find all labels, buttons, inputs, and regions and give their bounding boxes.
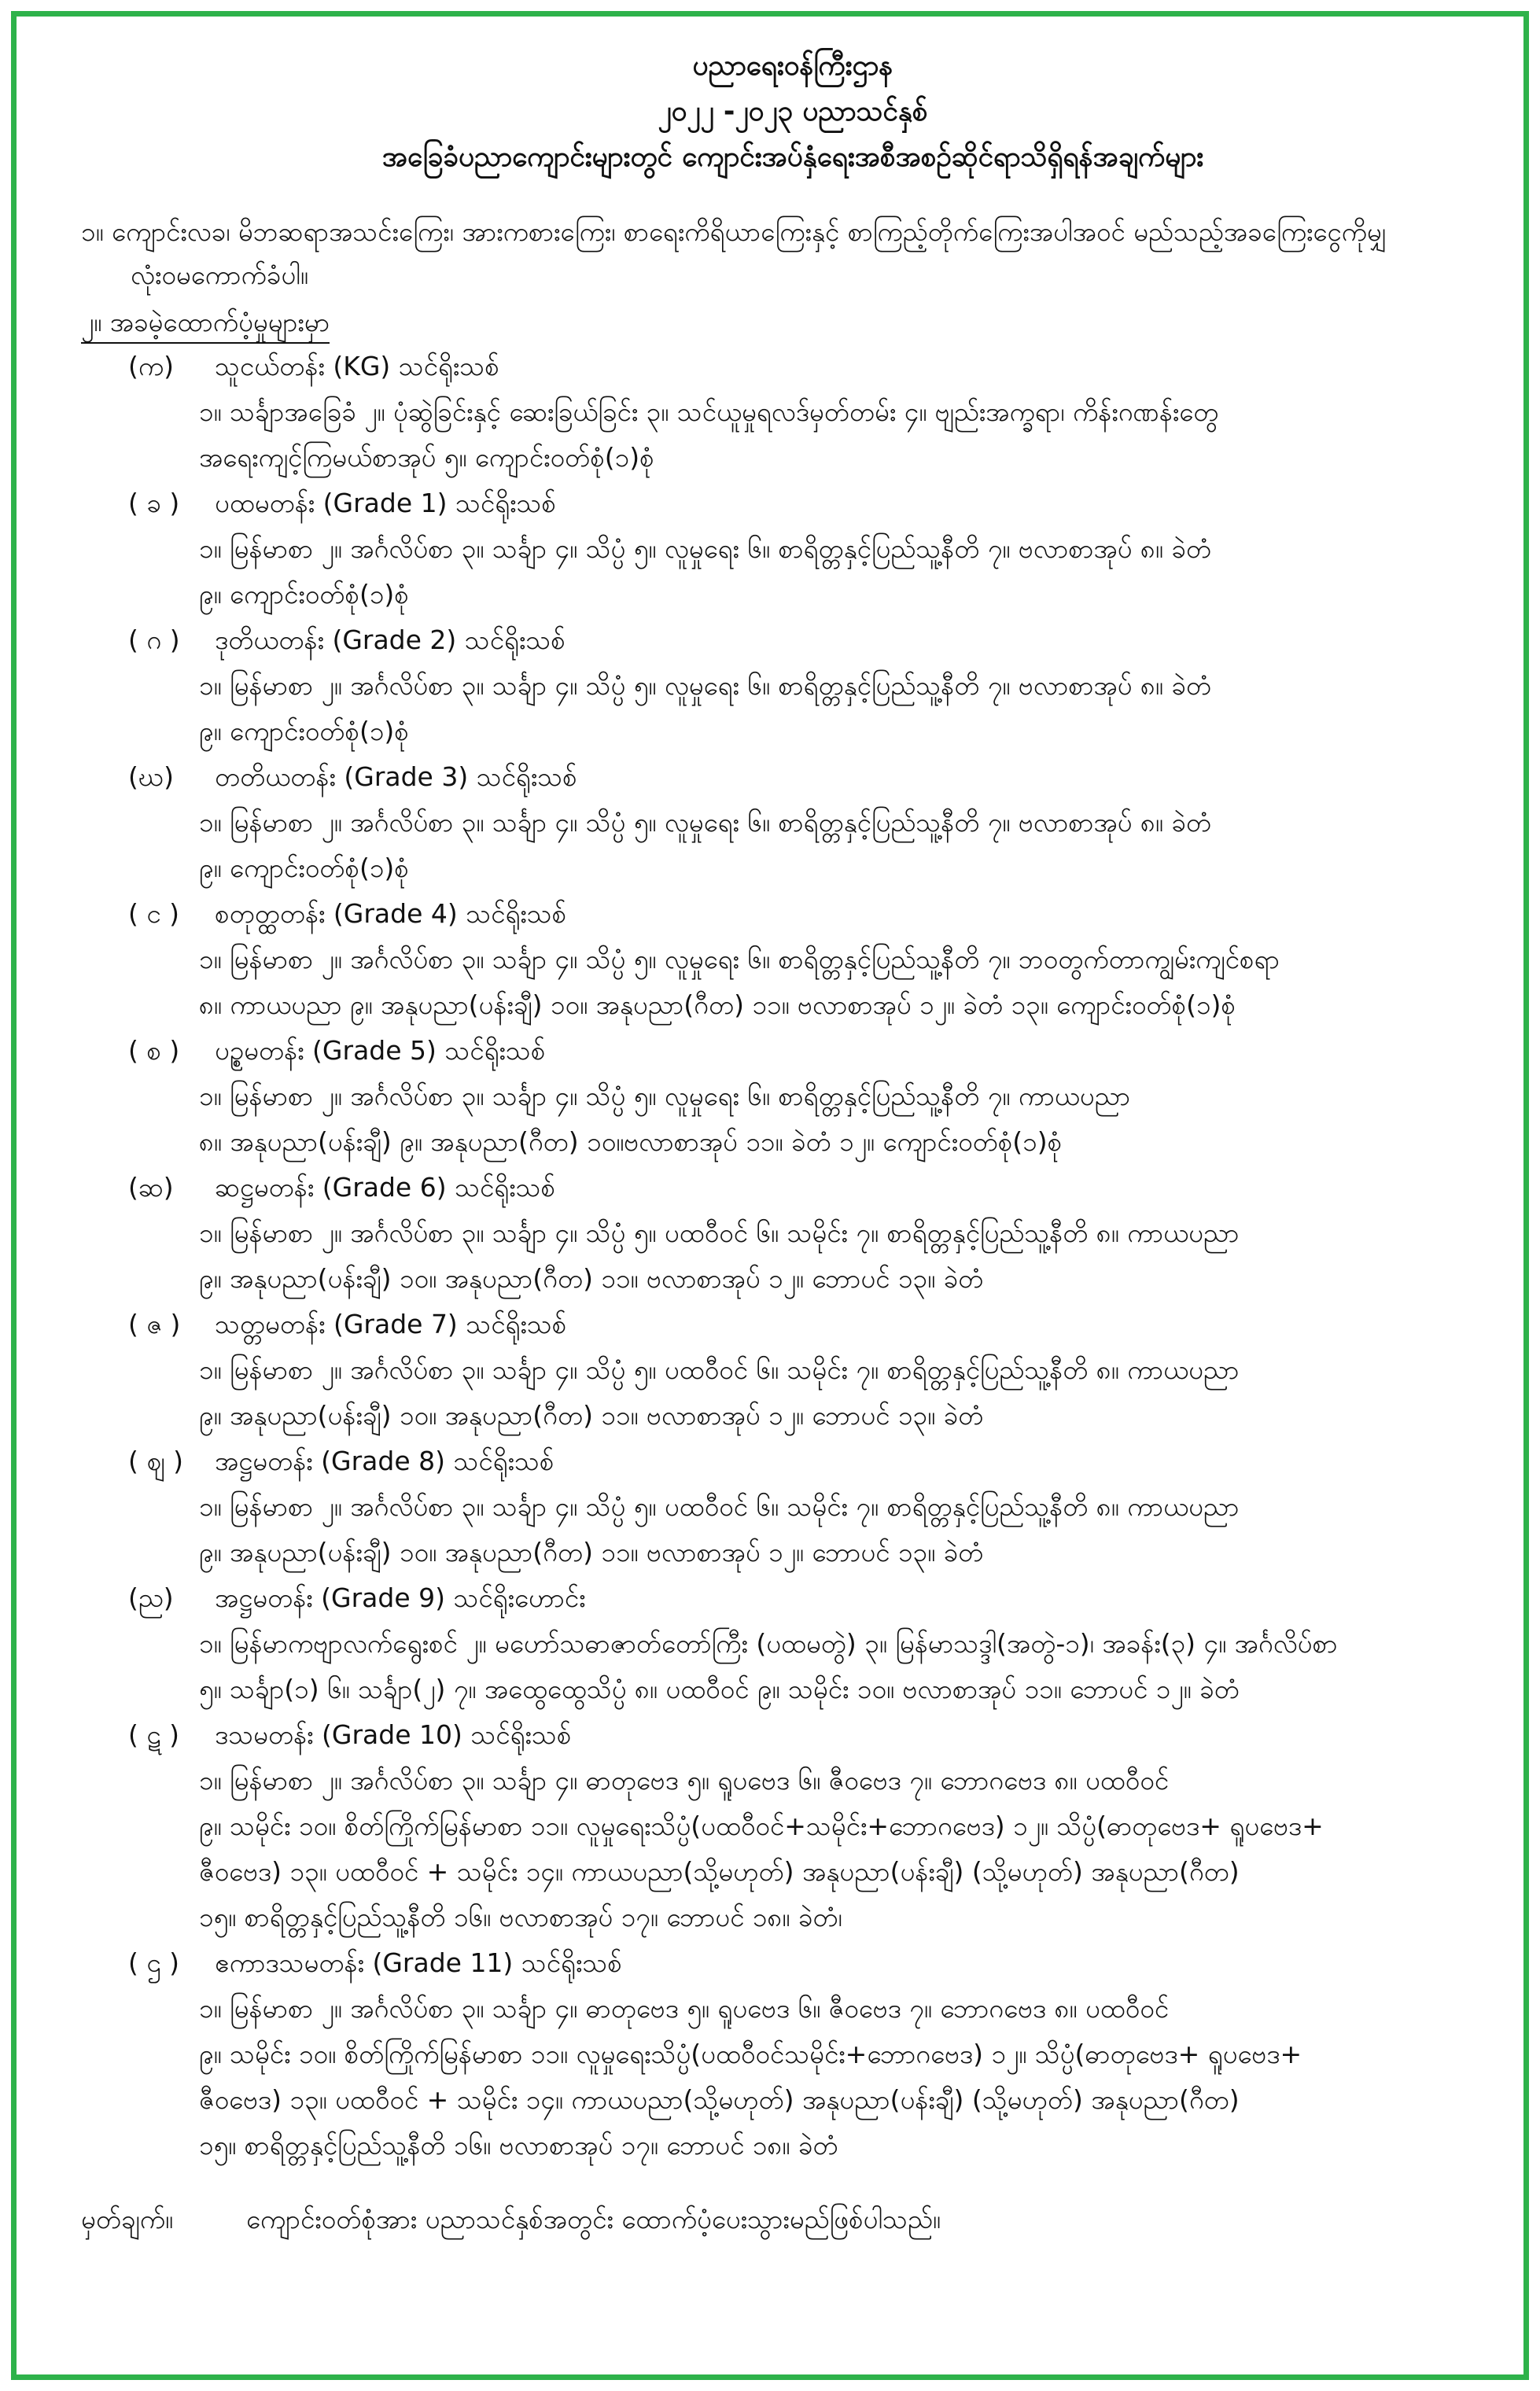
grade-heading	[81, 1165, 1505, 1210]
grade-item-line: ၁။ မြန်မာစာ ၂။ အင်္ဂလိပ်စာ ၃။ သင်္ချာ ၄။ ဓာတုဗေဒ ၅။ ရူပဗေဒ ၆။ ဇီဝဗေဒ ၇။ ဘောဂဗေဒ ၈။ ပထဝီဝင်	[199, 1993, 1170, 2024]
grade-item-line: ၁။ သင်္ချာအခြေခံ ၂။ ပုံဆွဲခြင်းနှင့် ဆေးခြယ်ခြင်း ၃။ သင်ယူမှုရလဒ်မှတ်တမ်း ၄။ ဗျည်းအက္ခရာ၊ ကိန်းဂဏန်းတွေ	[199, 396, 1219, 427]
grade-item-line: ၁။ မြန်မာစာ ၂။ အင်္ဂလိပ်စာ ၃။ သင်္ချာ ၄။ ဓာတုဗေဒ ၅။ ရူပဗေဒ ၆။ ဇီဝဗေဒ ၇။ ဘောဂဗေဒ ၈။ ပထဝီဝင်	[199, 1765, 1170, 1796]
grade-item-line: ၉။ သမိုင်း ၁၀။ စိတ်ကြိုက်မြန်မာစာ ၁၁။ လူမှုရေးသိပ္ပံ(ပထဝီဝင်သမိုင်း+ဘောဂဗေဒ) ၁၂။ သိပ္ပံ(ဓာတုဗေဒ+ ရူပဗေဒ+	[199, 2039, 1302, 2069]
grade-item-line: ၁။ မြန်မာစာ ၂။ အင်္ဂလိပ်စာ ၃။ သင်္ချာ ၄။ သိပ္ပံ ၅။ လူမှုရေး ၆။ စာရိတ္တနှင့်ပြည်သူ့နီတိ ၇။ ကာယပညာ	[199, 1081, 1131, 1111]
grade-section	[81, 1575, 1505, 1712]
grade-item-line: ၁။ မြန်မာစာ ၂။ အင်္ဂလိပ်စာ ၃။ သင်္ချာ ၄။ သိပ္ပံ ၅။ ပထဝီဝင် ၆။ သမိုင်း ၇။ စာရိတ္တနှင့်ပြည်သူ့နီတိ ၈။ ကာယပညာ	[199, 1354, 1240, 1385]
grade-item-line: ၁။ မြန်မာစာ ၂။ အင်္ဂလိပ်စာ ၃။ သင်္ချာ ၄။ သိပ္ပံ ၅။ လူမှုရေး ၆။ စာရိတ္တနှင့်ပြည်သူ့နီတိ ၇။ ဗလာစာအုပ် ၈။ ခဲတံ	[199, 807, 1212, 838]
grade-item-line: ၉။ ကျောင်းဝတ်စုံ(၁)စုံ	[199, 716, 409, 746]
grade-label: (ည)	[128, 1582, 174, 1613]
grade-item-line: ၁။ မြန်မာကဗျာလက်ရွေးစင် ၂။ မဟော်သဓာဇာတ်တော်ကြီး (ပထမတွဲ) ၃။ မြန်မာသဒ္ဒါ(အတွဲ-၁)၊ အခန်း(၃) ၄။ အင်္ဂလိပ်စာ	[199, 1628, 1338, 1659]
grade-name: ဧကာဒသမတန်း (Grade 11) သင်ရိုးသစ်	[215, 1947, 622, 1978]
grade-name: တတိယတန်း (Grade 3) သင်ရိုးသစ်	[215, 761, 577, 792]
grade-item-line: ဇီဝဗေဒ) ၁၃။ ပထဝီဝင် + သမိုင်း ၁၄။ ကာယပညာ(သို့မဟုတ်) အနုပညာ(ပန်းချီ) (သို့မဟုတ်) အနုပညာ(ဂီတ)	[199, 1856, 1240, 1887]
document-frame	[11, 11, 1529, 2380]
grade-section	[81, 344, 1505, 481]
grade-label: (ဃ)	[128, 761, 174, 792]
grade-item-line: ၁။ မြန်မာစာ ၂။ အင်္ဂလိပ်စာ ၃။ သင်္ချာ ၄။ သိပ္ပံ ၅။ ပထဝီဝင် ၆။ သမိုင်း ၇။ စာရိတ္တနှင့်ပြည်သူ့နီတိ ၈။ ကာယပညာ	[199, 1218, 1240, 1248]
point-1-line-1: ၁။ ကျောင်းလခ၊ မိဘဆရာအသင်းကြေး၊ အားကစားကြေး၊ စာရေးကိရိယာကြေးနှင့် စာကြည့်တိုက်ကြေးအပါအဝင် မည်သည့်အခကြေးငွေကိုမျှ	[81, 216, 1387, 247]
grade-label: ( ဈ )	[128, 1446, 183, 1476]
grade-list	[81, 344, 1505, 2168]
grade-label: ( ခ )	[128, 488, 180, 518]
point-2-heading: ၂။ အခမဲ့ထောက်ပံ့မှုများမှာ	[81, 303, 330, 344]
grade-label: (ဆ)	[128, 1172, 174, 1203]
note-label: မှတ်ချက်။	[81, 2204, 174, 2234]
grade-heading	[81, 617, 1505, 663]
grade-heading	[81, 1028, 1505, 1074]
grade-heading	[81, 1940, 1505, 1986]
note-text: ကျောင်းဝတ်စုံအား ပညာသင်နှစ်အတွင်း ထောက်ပံ့ပေးသွားမည်ဖြစ်ပါသည်။	[246, 2204, 941, 2234]
grade-item-line: ၉။ အနုပညာ(ပန်းချီ) ၁၀။ အနုပညာ(ဂီတ) ၁၁။ ဗလာစာအုပ် ၁၂။ ဘောပင် ၁၃။ ခဲတံ	[199, 1263, 984, 1294]
grade-item-line: ၈။ အနုပညာ(ပန်းချီ) ၉။ အနုပညာ(ဂီတ) ၁၀။ဗလာစာအုပ် ၁၁။ ခဲတံ ၁၂။ ကျောင်းဝတ်စုံ(၁)စုံ	[199, 1126, 1063, 1157]
grade-heading	[81, 891, 1505, 937]
academic-year-title: ၂၀၂၂ -၂၀၂၃ ပညာသင်နှစ်	[658, 96, 928, 127]
grade-name: ဒသမတန်း (Grade 10) သင်ရိုးသစ်	[215, 1719, 572, 1750]
grade-name: အဋ္ဌမတန်း (Grade 8) သင်ရိုးသစ်	[215, 1446, 554, 1476]
grade-name: ဒုတိယတန်း (Grade 2) သင်ရိုးသစ်	[215, 624, 566, 655]
grade-label: ( စ )	[128, 1035, 180, 1066]
grade-name: သတ္တမတန်း (Grade 7) သင်ရိုးသစ်	[215, 1309, 567, 1339]
grade-item-line: ဇီဝဗေဒ) ၁၃။ ပထဝီဝင် + သမိုင်း ၁၄။ ကာယပညာ(သို့မဟုတ်) အနုပညာ(ပန်းချီ) (သို့မဟုတ်) အနုပညာ(ဂီတ)	[199, 2084, 1240, 2115]
grade-label: ( ဂ )	[128, 624, 180, 655]
point-1-line-2: လုံးဝမကောက်ခံပါ။	[131, 260, 308, 290]
grade-item-line: ၁။ မြန်မာစာ ၂။ အင်္ဂလိပ်စာ ၃။ သင်္ချာ ၄။ သိပ္ပံ ၅။ လူမှုရေး ၆။ စာရိတ္တနှင့်ပြည်သူ့နီတိ ၇။ ဗလာစာအုပ် ၈။ ခဲတံ	[199, 533, 1212, 564]
grade-heading	[81, 1712, 1505, 1758]
grade-item-line: အရေးကျင့်ကြမယ်စာအုပ် ၅။ ကျောင်းဝတ်စုံ(၁)စုံ	[199, 442, 654, 473]
grade-name: စတုတ္ထတန်း (Grade 4) သင်ရိုးသစ်	[215, 898, 567, 929]
grade-heading	[81, 754, 1505, 800]
grade-label: ( ဇ )	[128, 1309, 181, 1339]
ministry-title: ပညာရေးဝန်ကြီးဌာန	[692, 50, 893, 82]
grade-heading	[81, 1575, 1505, 1621]
grade-label: ( ဋ )	[128, 1719, 180, 1750]
grade-item-line: ၁။ မြန်မာစာ ၂။ အင်္ဂလိပ်စာ ၃။ သင်္ချာ ၄။ သိပ္ပံ ၅။ လူမှုရေး ၆။ စာရိတ္တနှင့်ပြည်သူ့နီတိ ၇။ ဘဝတွက်တာကျွမ်းကျင်စရာ	[199, 944, 1280, 974]
grade-item-line: ၅။ သင်္ချာ(၁) ၆။ သင်္ချာ(၂) ၇။ အထွေထွေသိပ္ပံ ၈။ ပထဝီဝင် ၉။ သမိုင်း ၁၀။ ဗလာစာအုပ် ၁၁။ ဘောပင် ၁၂။ ခဲတံ	[199, 1674, 1240, 1704]
grade-name: ဆဋ္ဌမတန်း (Grade 6) သင်ရိုးသစ်	[215, 1172, 556, 1203]
grade-item-line: ၉။ ကျောင်းဝတ်စုံ(၁)စုံ	[199, 579, 409, 610]
notice-title: အခြေခံပညာကျောင်းများတွင် ကျောင်းအပ်နှံရေးအစီအစဉ်ဆိုင်ရာသိရှိရန်အချက်များ	[381, 142, 1204, 173]
grade-heading	[81, 1302, 1505, 1347]
grade-label: ( ဌ )	[128, 1947, 180, 1978]
grade-section	[81, 1940, 1505, 2168]
grade-label: ( င )	[128, 898, 180, 929]
grade-name: သူငယ်တန်း (KG) သင်ရိုးသစ်	[215, 351, 499, 381]
grade-item-line: ၁။ မြန်မာစာ ၂။ အင်္ဂလိပ်စာ ၃။ သင်္ချာ ၄။ သိပ္ပံ ၅။ ပထဝီဝင် ၆။ သမိုင်း ၇။ စာရိတ္တနှင့်ပြည်သူ့နီတိ ၈။ ကာယပညာ	[199, 1491, 1240, 1522]
grade-item-line: ၉။ ကျောင်းဝတ်စုံ(၁)စုံ	[199, 853, 409, 883]
grade-section	[81, 1439, 1505, 1575]
grade-heading	[81, 481, 1505, 526]
grade-item-line: ၈။ ကာယပညာ ၉။ အနုပညာ(ပန်းချီ) ၁၀။ အနုပညာ(ဂီတ) ၁၁။ ဗလာစာအုပ် ၁၂။ ခဲတံ ၁၃။ ကျောင်းဝတ်စုံ(၁)စုံ	[199, 989, 1236, 1020]
grade-item-line: ၉။ သမိုင်း ၁၀။ စိတ်ကြိုက်မြန်မာစာ ၁၁။ လူမှုရေးသိပ္ပံ(ပထဝီဝင်+သမိုင်း+ဘောဂဗေဒ) ၁၂။ သိပ္ပံ(ဓာတုဗေဒ+ ရူပဗေဒ+	[199, 1811, 1324, 1841]
grade-heading	[81, 1439, 1505, 1484]
grade-item-line: ၁၅။ စာရိတ္တနှင့်ပြည်သူ့နီတိ ၁၆။ ဗလာစာအုပ် ၁၇။ ဘောပင် ၁၈။ ခဲတံ	[199, 2130, 838, 2161]
grade-item-line: ၁၅။ စာရိတ္တနှင့်ပြည်သူ့နီတိ ၁၆။ ဗလာစာအုပ် ၁၇။ ဘောပင် ၁၈။ ခဲတံ၊	[199, 1902, 842, 1932]
grade-section	[81, 1712, 1505, 1940]
grade-name: အဋ္ဌမတန်း (Grade 9) သင်ရိုးဟောင်း	[215, 1582, 586, 1613]
grade-section	[81, 1165, 1505, 1302]
document-content	[81, 43, 1505, 2242]
grade-section	[81, 754, 1505, 891]
grade-name: ပဥ္စမတန်း (Grade 5) သင်ရိုးသစ်	[215, 1035, 546, 1066]
grade-label: (က)	[128, 351, 175, 381]
grade-item-line: ၁။ မြန်မာစာ ၂။ အင်္ဂလိပ်စာ ၃။ သင်္ချာ ၄။ သိပ္ပံ ၅။ လူမှုရေး ၆။ စာရိတ္တနှင့်ပြည်သူ့နီတိ ၇။ ဗလာစာအုပ် ၈။ ခဲတံ	[199, 670, 1212, 701]
grade-name: ပထမတန်း (Grade 1) သင်ရိုးသစ်	[215, 488, 556, 518]
grade-item-line: ၉။ အနုပညာ(ပန်းချီ) ၁၀။ အနုပညာ(ဂီတ) ၁၁။ ဗလာစာအုပ် ၁၂။ ဘောပင် ၁၃။ ခဲတံ	[199, 1400, 984, 1431]
grade-section	[81, 617, 1505, 754]
grade-heading	[81, 344, 1505, 389]
grade-item-line: ၉။ အနုပညာ(ပန်းချီ) ၁၀။ အနုပညာ(ဂီတ) ၁၁။ ဗလာစာအုပ် ၁၂။ ဘောပင် ၁၃။ ခဲတံ	[199, 1537, 984, 1568]
grade-section	[81, 1028, 1505, 1165]
grade-section	[81, 891, 1505, 1028]
note	[81, 2197, 1505, 2242]
grade-section	[81, 481, 1505, 617]
grade-section	[81, 1302, 1505, 1439]
